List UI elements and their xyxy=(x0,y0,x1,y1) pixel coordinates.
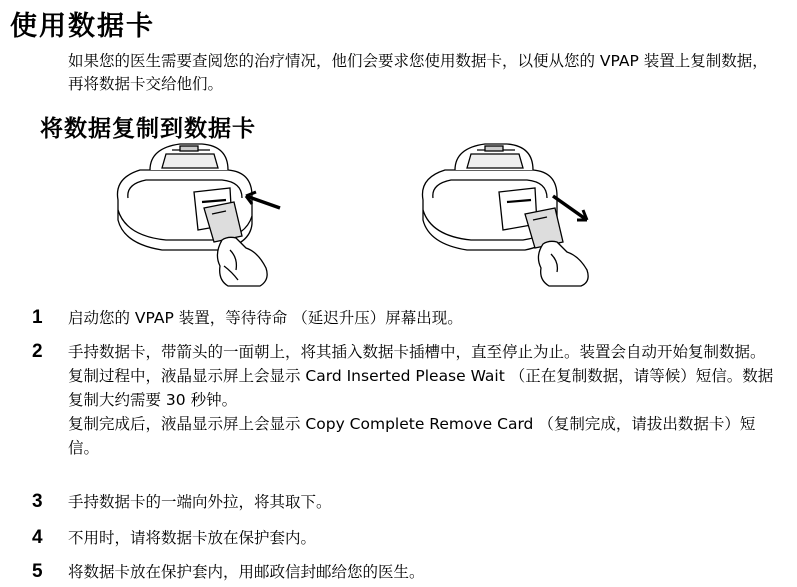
step-number: 1 xyxy=(32,307,43,328)
step-text: 复制完成后，液晶显示屏上会显示 Copy Complete Remove Card （复制完成，请拔出数据卡）短信。 xyxy=(68,415,756,457)
section-heading: 将数据复制到数据卡 xyxy=(40,116,256,142)
step-text: 复制过程中，液晶显示屏上会显示 Card Inserted Please Wait （正在复制数据，请等候）短信。数据复制大约需要 30 秒钟。 xyxy=(68,367,774,409)
step-number: 2 xyxy=(32,341,43,362)
step-text: 将数据卡放在保护套内，用邮政信封邮给您的医生。 xyxy=(68,563,425,581)
step-text: 手持数据卡，带箭头的一面朝上，将其插入数据卡插槽中，直至停止为止。装置会自动开始复制数据。 xyxy=(68,343,766,361)
page-title: 使用数据卡 xyxy=(10,11,155,42)
step-text: 手持数据卡的一端向外拉，将其取下。 xyxy=(68,493,332,511)
remove-card-illustration xyxy=(415,140,615,288)
step-number: 5 xyxy=(32,561,43,582)
insert-card-illustration xyxy=(110,140,310,288)
step-text: 不用时，请将数据卡放在保护套内。 xyxy=(68,529,317,547)
step-number: 3 xyxy=(32,491,43,512)
step-text: 启动您的 VPAP 装置，等待待命 （延迟升压）屏幕出现。 xyxy=(68,309,463,327)
step-number: 4 xyxy=(32,527,43,548)
intro-paragraph: 如果您的医生需要查阅您的治疗情况，他们会要求您使用数据卡，以便从您的 VPAP 装置上复制数据，再将数据卡交给他们。 xyxy=(68,52,768,93)
